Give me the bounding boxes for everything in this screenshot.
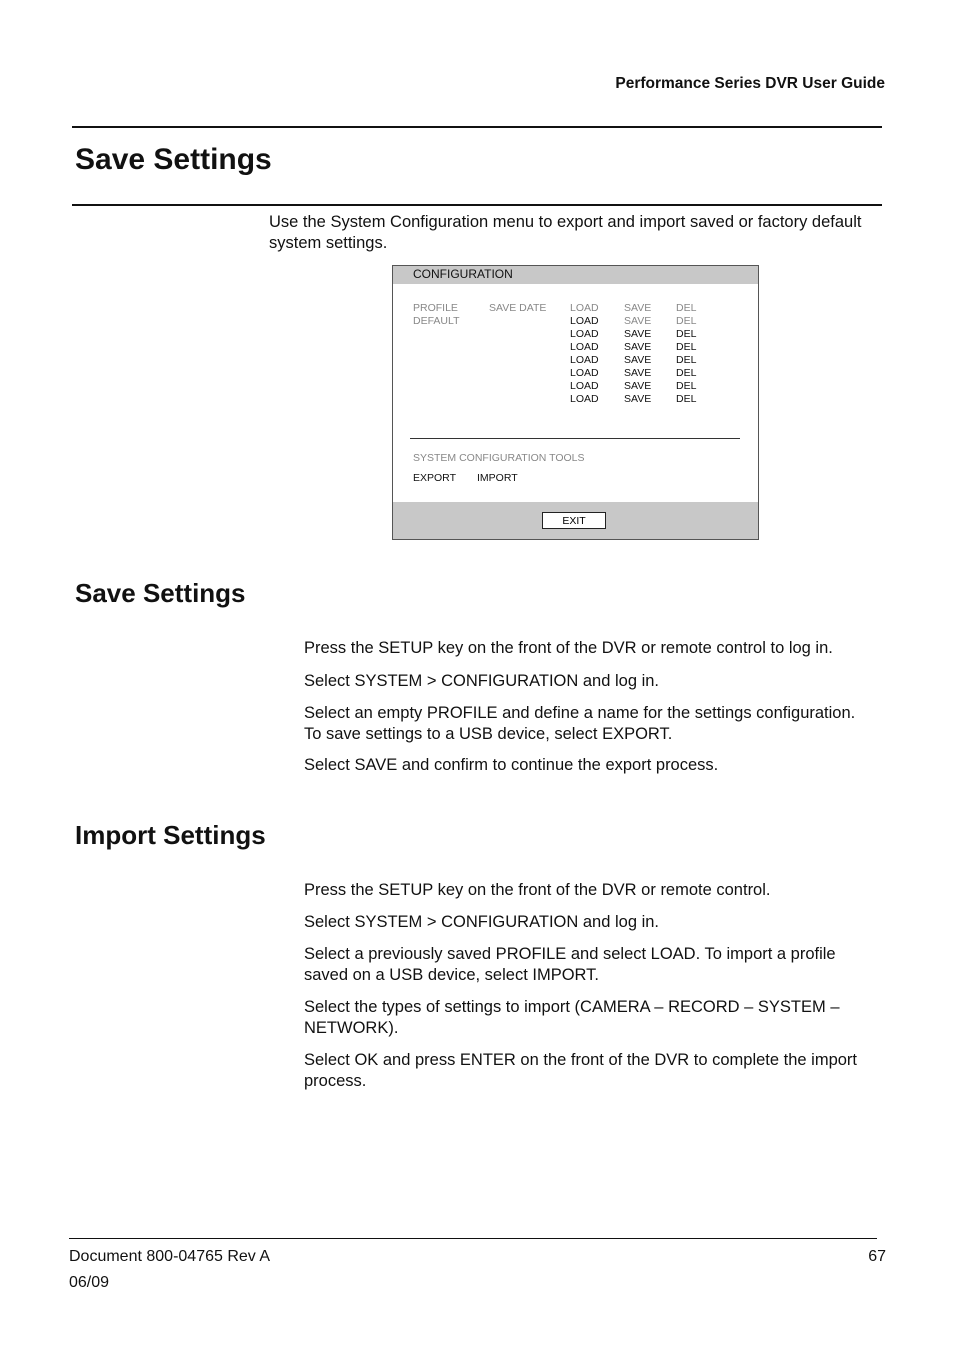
profile-3-save-button[interactable]: SAVE — [624, 354, 652, 366]
import-step-4: Select the types of settings to import (CAMERA – RECORD – SYSTEM – NETWORK). — [304, 998, 840, 1037]
col-header-profile: PROFILE — [413, 302, 458, 314]
profile-1-del-button[interactable]: DEL — [676, 328, 697, 340]
default-save-button: SAVE — [624, 315, 652, 327]
page-number: 67 — [868, 1248, 886, 1265]
default-del-button: DEL — [676, 315, 697, 327]
default-load-button[interactable]: LOAD — [570, 315, 599, 327]
page-title: Save Settings — [75, 143, 272, 176]
profile-3-load-button[interactable]: LOAD — [570, 354, 599, 366]
profile-default: DEFAULT — [413, 315, 460, 327]
title-divider — [72, 204, 882, 206]
col-header-save-date: SAVE DATE — [489, 302, 547, 314]
profile-2-del-button[interactable]: DEL — [676, 341, 697, 353]
profile-5-save-button[interactable]: SAVE — [624, 380, 652, 392]
import-step-3: Select a previously saved PROFILE and select LOAD. To import a profile saved on a USB device, select IMPORT. — [304, 945, 836, 984]
profile-6-load-button[interactable]: LOAD — [570, 393, 599, 405]
col-header-del: DEL — [676, 302, 697, 314]
export-button[interactable]: EXPORT — [413, 472, 456, 484]
profile-2-load-button[interactable]: LOAD — [570, 341, 599, 353]
profile-6-del-button[interactable]: DEL — [676, 393, 697, 405]
save-step-1: Press the SETUP key on the front of the DVR or remote control to log in. — [304, 639, 833, 657]
col-header-save: SAVE — [624, 302, 652, 314]
profile-4-save-button[interactable]: SAVE — [624, 367, 652, 379]
profile-5-del-button[interactable]: DEL — [676, 380, 697, 392]
intro-text: Use the System Configuration menu to export and import saved or factory default system settings. — [269, 213, 862, 252]
configuration-title-bar — [393, 266, 758, 284]
profile-1-save-button[interactable]: SAVE — [624, 328, 652, 340]
footer-divider — [69, 1238, 877, 1239]
guide-title: Performance Series DVR User Guide — [615, 75, 885, 92]
configuration-screen — [392, 265, 759, 540]
import-step-2: Select SYSTEM > CONFIGURATION and log in. — [304, 913, 660, 931]
save-step-4: Select SAVE and confirm to continue the export process. — [304, 756, 719, 774]
top-divider — [72, 126, 882, 128]
profile-3-del-button[interactable]: DEL — [676, 354, 697, 366]
save-settings-heading: Save Settings — [75, 578, 246, 608]
save-step-2: Select SYSTEM > CONFIGURATION and log in. — [304, 672, 660, 690]
import-settings-heading: Import Settings — [75, 820, 266, 850]
configuration-divider — [410, 438, 740, 439]
profile-5-load-button[interactable]: LOAD — [570, 380, 599, 392]
document-number: Document 800-04765 Rev A — [69, 1248, 271, 1265]
import-button[interactable]: IMPORT — [477, 472, 518, 484]
profile-4-load-button[interactable]: LOAD — [570, 367, 599, 379]
profile-1-load-button[interactable]: LOAD — [570, 328, 599, 340]
col-header-load: LOAD — [570, 302, 599, 314]
profile-2-save-button[interactable]: SAVE — [624, 341, 652, 353]
profile-4-del-button[interactable]: DEL — [676, 367, 697, 379]
save-step-3: Select an empty PROFILE and define a name for the settings configuration. To save settings to a USB device, select EXPORT. — [304, 704, 856, 743]
exit-button[interactable]: EXIT — [542, 512, 606, 529]
document-date: 06/09 — [69, 1274, 110, 1291]
configuration-title: CONFIGURATION — [413, 267, 513, 281]
tools-heading: SYSTEM CONFIGURATION TOOLS — [413, 452, 585, 464]
import-step-1: Press the SETUP key on the front of the DVR or remote control. — [304, 881, 771, 899]
profile-6-save-button[interactable]: SAVE — [624, 393, 652, 405]
import-step-5: Select OK and press ENTER on the front of the DVR to complete the import process. — [304, 1051, 858, 1090]
